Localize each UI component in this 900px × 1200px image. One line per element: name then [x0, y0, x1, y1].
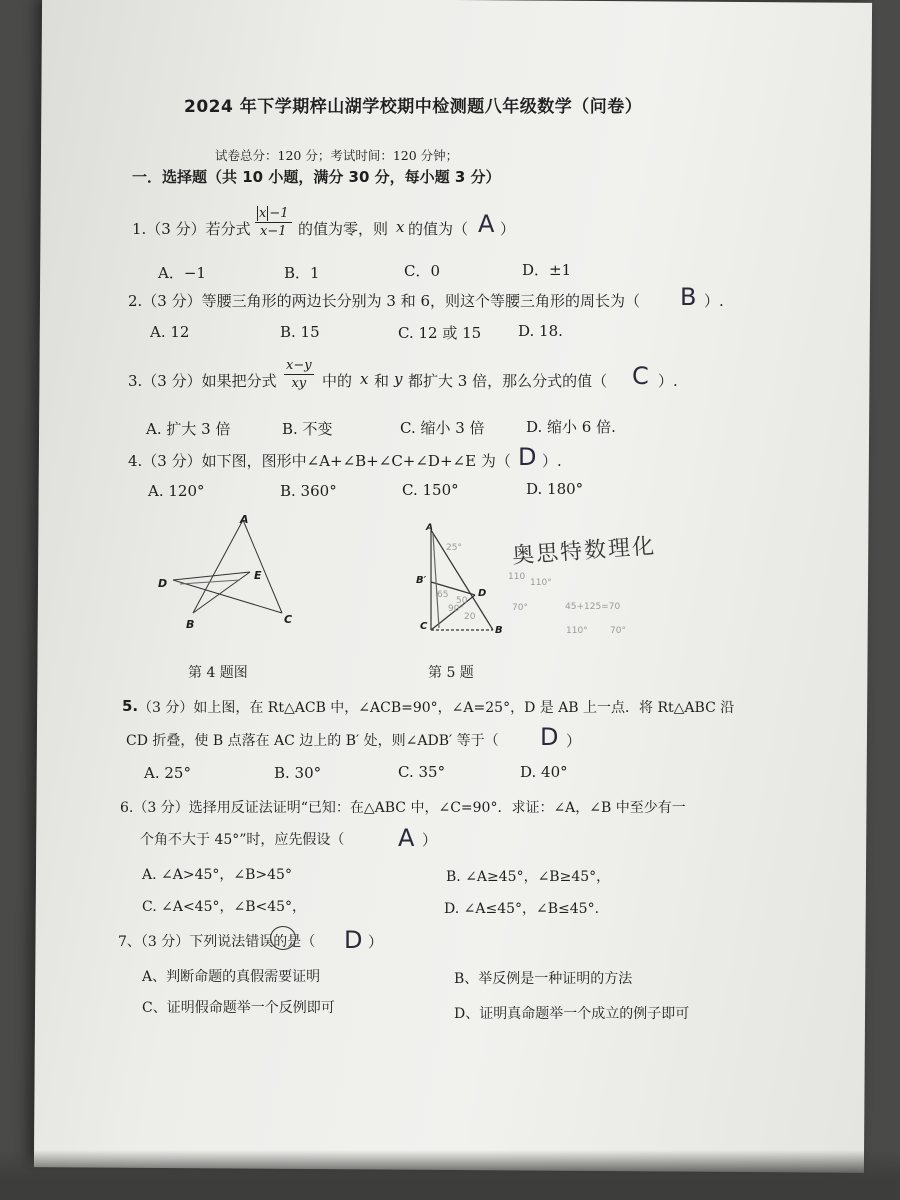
q3-option-c: C. 缩小 3 倍 — [400, 419, 485, 437]
fig4-label-e: E — [254, 569, 262, 582]
q3-option-b: B. 不变 — [282, 420, 333, 438]
fig4-caption: 第 4 题图 — [188, 665, 248, 681]
q3-option-a: A. 扩大 3 倍 — [146, 420, 231, 438]
q3-stem-a: 3.（3 分）如果把分式 — [128, 372, 277, 390]
q1-option-a: A．−1 — [158, 264, 206, 282]
q5-option-b: B. 30° — [274, 764, 322, 782]
fig4-label-c: C — [284, 613, 293, 626]
q2-option-b: B. 15 — [280, 323, 320, 341]
fig5-line-ab — [431, 530, 493, 630]
q2-answer: B — [680, 283, 697, 311]
exam-info: 试卷总分：120 分；考试时间：120 分钟； — [215, 148, 459, 163]
q4-answer: D — [518, 443, 537, 471]
q5-line1: （3 分）如上图，在 Rt△ACB 中，∠ACB=90°，∠A=25°，D 是 AB 上一点．将 Rt△ABC 沿 — [138, 700, 735, 716]
q1-option-b: B．1 — [284, 264, 320, 282]
q2-option-a: A. 12 — [150, 323, 190, 341]
q6-line1: 6.（3 分）选择用反证法证明“已知：在△ABC 中，∠C=90°．求证：∠A，∠B 中至少有一 — [120, 800, 686, 816]
fig4-label-d: D — [158, 577, 168, 590]
q1-frac-abs: x — [259, 206, 267, 221]
q3-stem-b: 中的 — [322, 372, 353, 390]
q3-fraction — [284, 357, 314, 392]
q3-frac-num: x−y — [286, 358, 312, 373]
q6-option-c: C. ∠A<45°，∠B<45°， — [142, 899, 307, 915]
q2-close: ）. — [704, 292, 724, 310]
q7-option-c: C、证明假命题举一个反例即可 — [142, 1000, 335, 1016]
fig4-line-be — [193, 572, 250, 613]
q4-stem: 4.（3 分）如下图，图形中∠A+∠B+∠C+∠D+∠E 为（ — [128, 452, 511, 470]
handwritten-circle — [270, 926, 296, 950]
q3-answer: C — [632, 362, 649, 390]
q3-var-y: y — [394, 370, 403, 388]
q4-option-a: A. 120° — [148, 482, 205, 500]
fig5-mark-50: 50 — [456, 596, 468, 606]
q1-stem-b: 的值为零，则 — [298, 220, 389, 238]
fig5-label-bprime: B′ — [416, 575, 427, 586]
fig5-label-c: C — [420, 621, 428, 632]
q3-close: ）. — [658, 372, 678, 390]
q2-option-d: D. 18. — [518, 322, 563, 340]
q1-answer: A — [478, 210, 495, 238]
q5-option-c: C. 35° — [398, 763, 446, 781]
fig4-label-b: B — [186, 618, 195, 631]
fig4-label-a: A — [240, 513, 249, 526]
q7-answer: D — [344, 926, 363, 954]
section-heading: 一．选择题（共 10 小题，满分 30 分，每小题 3 分） — [132, 168, 501, 186]
q1-stem-a: 1.（3 分）若分式 — [132, 220, 251, 238]
q7-option-a: A、判断命题的真假需要证明 — [142, 969, 321, 985]
pencil-note-1: 110 — [508, 572, 526, 582]
q5-number: 5. — [122, 697, 139, 715]
q1-option-d: D．±1 — [522, 261, 572, 279]
q6-option-b: B. ∠A≥45°，∠B≥45°， — [446, 869, 611, 885]
q3-var-x: x — [360, 370, 369, 388]
q3-stem-c: 和 — [374, 372, 390, 390]
fig4-line-ac — [243, 520, 282, 613]
fig5-mark-25: 25° — [446, 543, 462, 553]
q5-line2: CD 折叠，使 B 点落在 AC 边上的 B′ 处，则∠ADB′ 等于（ — [126, 733, 499, 749]
q1-close: ） — [500, 220, 516, 238]
fig5-mark-20: 20 — [464, 612, 476, 622]
q4-option-c: C. 150° — [402, 481, 459, 499]
handwritten-watermark: 奥思特数理化 — [511, 534, 657, 569]
fig5-mark-90: 90° — [448, 604, 464, 614]
q6-close: ） — [422, 831, 438, 849]
fig5-mark-65: 65 — [437, 590, 449, 600]
q3-stem-d: 都扩大 3 倍，那么分式的值（ — [408, 372, 608, 390]
q7-stem: 7、（3 分）下列说法错误的是（ — [118, 934, 316, 950]
q4-close: ）. — [542, 452, 562, 470]
q6-option-a: A. ∠A>45°，∠B>45° — [142, 867, 292, 883]
q5-close: ） — [566, 732, 582, 750]
q4-option-b: B. 360° — [280, 482, 337, 500]
pencil-note-4: 45+125=70 — [565, 602, 621, 612]
q1-frac-rest: −1 — [269, 206, 289, 221]
pencil-note-2: 110° — [530, 578, 552, 588]
exam-title: 2024 年下学期梓山湖学校期中检测题八年级数学（问卷） — [184, 97, 643, 117]
pencil-note-6: 70° — [610, 626, 626, 636]
q1-var: x — [396, 218, 405, 236]
fig4-line-dc — [173, 580, 282, 613]
pencil-note-3: 70° — [512, 603, 528, 613]
q4-option-d: D. 180° — [526, 480, 584, 498]
q7-option-b: B、举反例是一种证明的方法 — [454, 971, 633, 987]
fig5-label-b: B — [495, 625, 503, 636]
q1-stem-c: 的值为（ — [408, 220, 469, 238]
q5-option-a: A. 25° — [144, 764, 191, 782]
q6-line2: 个角不大于 45°”时，应先假设（ — [140, 832, 345, 848]
pencil-note-5: 110° — [566, 626, 588, 636]
desk-shadow — [0, 1150, 900, 1200]
q6-option-d: D. ∠A≤45°，∠B≤45°. — [444, 901, 600, 917]
q5-option-d: D. 40° — [520, 763, 568, 781]
q5-answer: D — [540, 723, 559, 751]
q6-answer: A — [398, 824, 415, 852]
q2-option-c: C. 12 或 15 — [398, 324, 482, 342]
q7-option-d: D、证明真命题举一个成立的例子即可 — [454, 1006, 690, 1022]
q7-close: ） — [368, 933, 384, 951]
figure-5-diagram — [415, 520, 515, 640]
fig5-label-d: D — [478, 588, 487, 599]
q3-frac-den: xy — [291, 376, 307, 391]
fig5-caption: 第 5 题 — [428, 665, 474, 681]
q1-option-c: C．0 — [404, 262, 441, 280]
q2-stem: 2.（3 分）等腰三角形的两边长分别为 3 和 6，则这个等腰三角形的周长为（ — [128, 292, 641, 310]
q1-fraction — [255, 205, 292, 240]
fig5-label-a: A — [426, 523, 433, 533]
q3-option-d: D. 缩小 6 倍. — [526, 418, 616, 436]
fig5-shadow-line — [433, 534, 439, 628]
q1-frac-den: x−1 — [260, 224, 287, 239]
